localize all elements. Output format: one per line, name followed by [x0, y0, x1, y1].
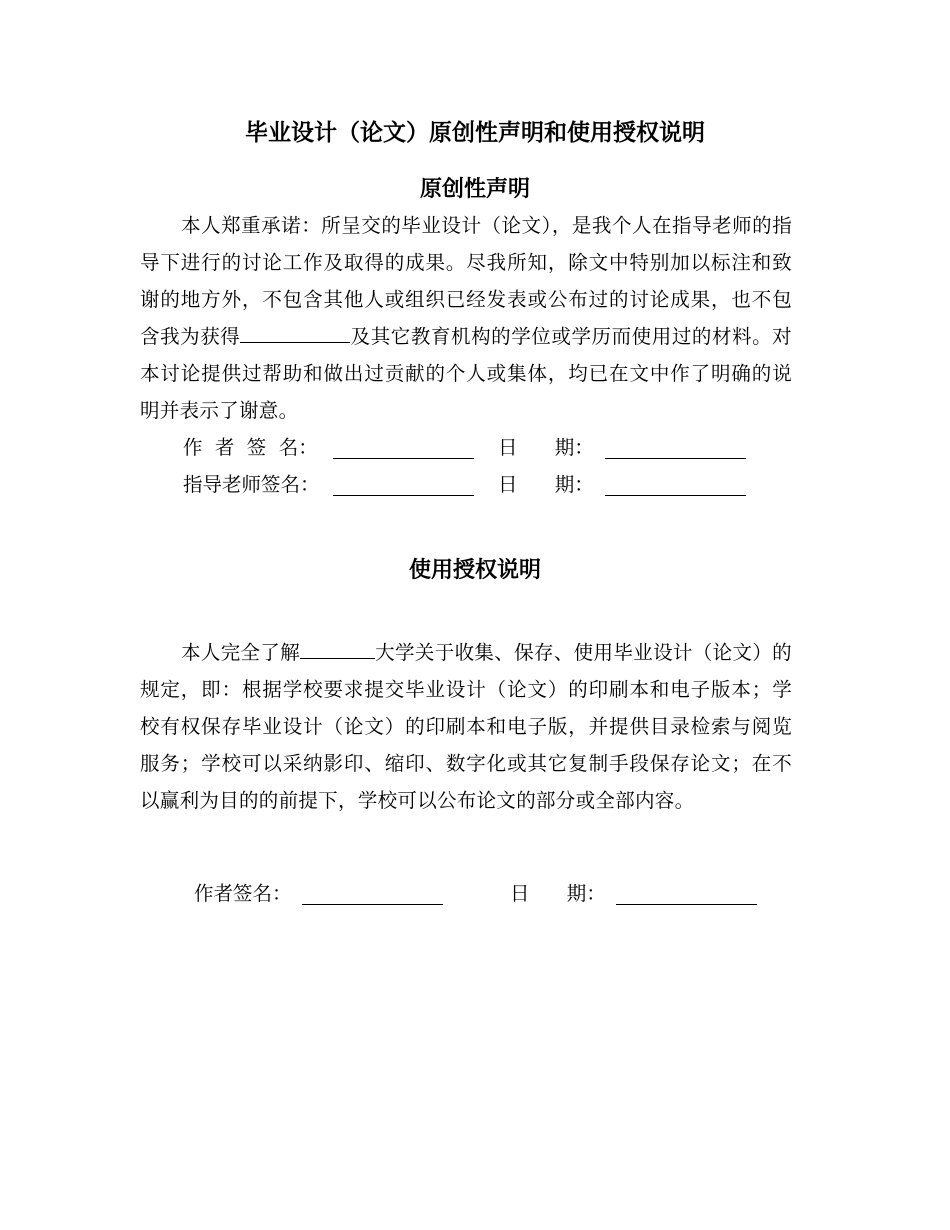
author-sign-label: 作 者 签 名：	[183, 436, 318, 459]
originality-text-part1: 本人郑重承诺：所呈交的毕业设计（论文），是我个人在指导老师的指导下进行的讨论工作及取得的成果。尽我所知，除文中特别加以标注和致谢的地方外，不包含其他人或组织已经发表或公布过的讨论成果，也不包含我为获得	[140, 214, 792, 348]
authorization-paragraph	[140, 634, 792, 819]
advisor-date-line	[605, 495, 746, 496]
author-signature-row	[183, 434, 783, 462]
auth-author-sign-label: 作者签名：	[194, 882, 292, 905]
originality-text-part2: 及其它教育机构的学位或学历而使用过的材料。对本讨论提供过帮助和做出过贡献的个人或集体，均已在文中作了明确的说明并表示了谢意。	[140, 325, 792, 422]
auth-date-line	[616, 904, 757, 905]
date-label: 日 期：	[498, 436, 594, 459]
advisor-sign-line	[333, 495, 474, 496]
author-sign-line	[333, 458, 474, 459]
authorization-text-part2: 大学关于收集、保存、使用毕业设计（论文）的规定，即：根据学校要求提交毕业设计（论文）的印刷本和电子版本；学校有权保存毕业设计（论文）的印刷本和电子版，并提供目录检索与阅览服务；学校可以采纳影印、缩印、数字化或其它复制手段保存论文；在不以赢利为目的的前提下，学校可以公布论文的部分或全部内容。	[140, 641, 792, 812]
university-blank	[300, 639, 375, 659]
authorization-text-part1: 本人完全了解	[181, 641, 301, 664]
authorization-signature-row	[194, 880, 794, 908]
originality-heading: 原创性声明	[419, 177, 530, 202]
authorization-heading: 使用授权说明	[408, 558, 541, 583]
advisor-sign-label: 指导老师签名：	[183, 473, 320, 496]
degree-blank	[240, 323, 350, 343]
advisor-date-label: 日 期：	[498, 473, 594, 496]
document-title: 毕业设计（论文）原创性声明和使用授权说明	[245, 120, 705, 146]
originality-paragraph	[140, 207, 792, 429]
advisor-signature-row	[183, 471, 783, 499]
date-line	[605, 458, 746, 459]
auth-date-label: 日 期：	[510, 882, 606, 905]
auth-author-sign-line	[302, 904, 443, 905]
